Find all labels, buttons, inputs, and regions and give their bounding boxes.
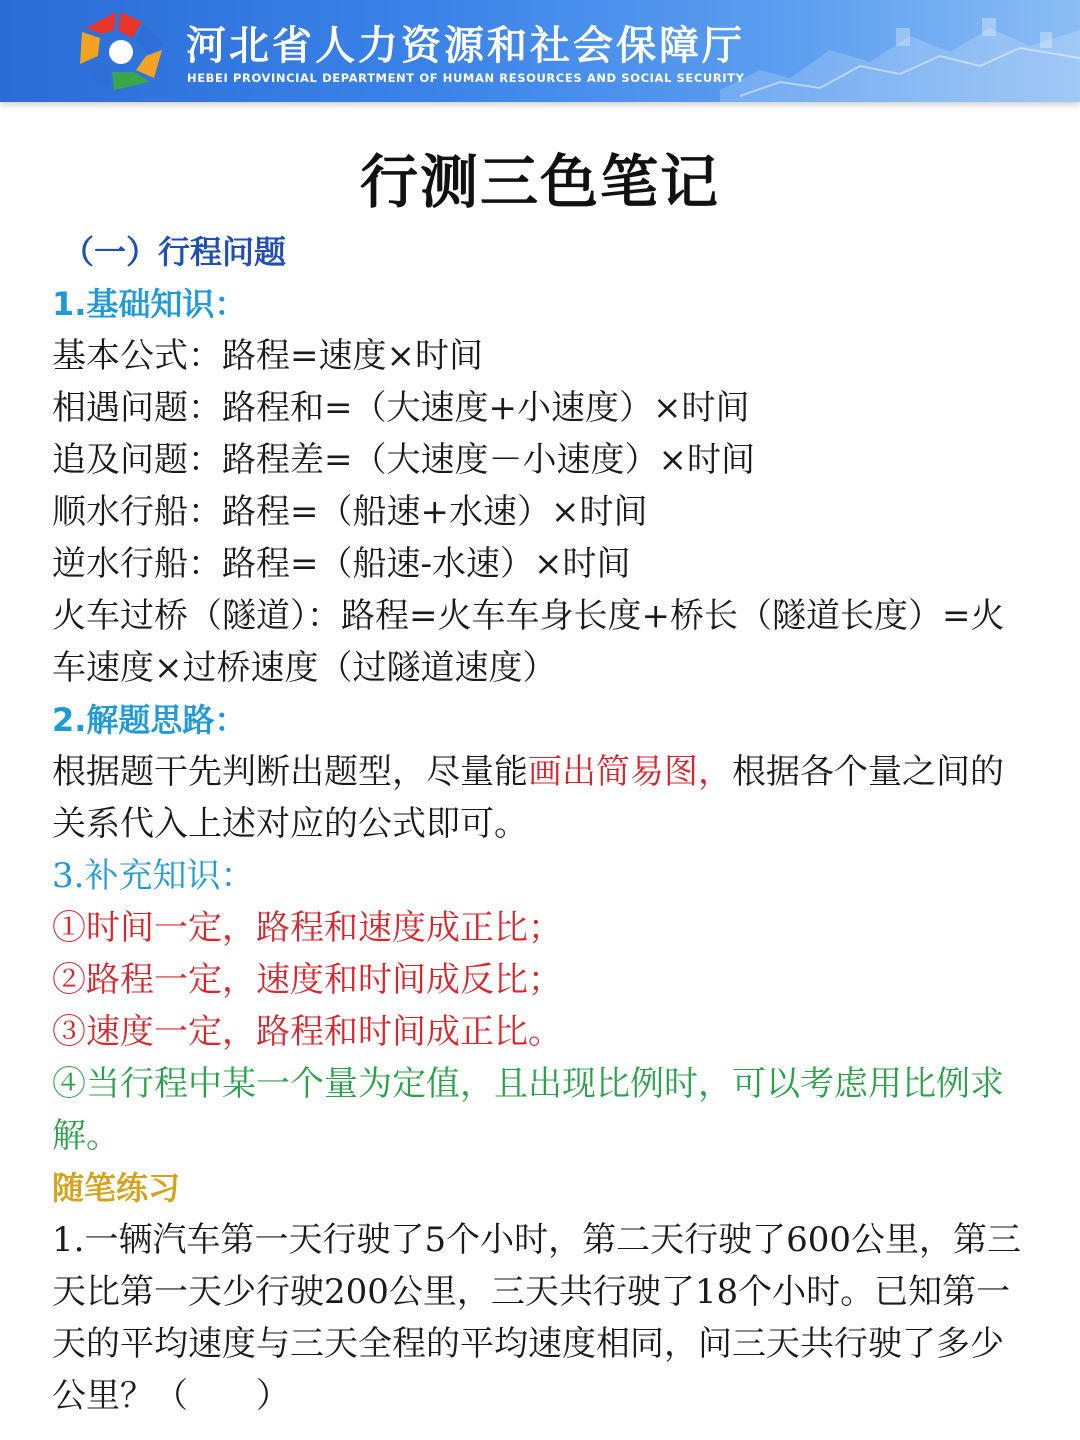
approach-text-before: 根据题干先判断出题型，尽量能: [52, 752, 528, 792]
banner-title: 河北省人力资源和社会保障厅: [186, 23, 745, 69]
header-banner: [0, 0, 1080, 102]
supplement-item-green: ④当行程中某一个量为定值，且出现比例时，可以考虑用比例求解。: [52, 1064, 1004, 1156]
great-wall-decoration: [720, 0, 1080, 102]
approach-text-after: 根据各个量之间的关系代入上述对应的公式即可。: [52, 752, 1004, 844]
formula-line: 基本公式：路程=速度×时间: [52, 336, 483, 376]
part-heading: （一）行程问题: [62, 233, 287, 271]
practice-heading: 随笔练习: [52, 1169, 181, 1207]
banner-subtitle: HEBEI PROVINCIAL DEPARTMENT OF HUMAN RESOURCES AND SOCIAL SECURITY: [187, 71, 745, 85]
approach-text-highlight: 画出简易图，: [528, 752, 732, 792]
section-heading-supplement: 3.补充知识：: [52, 856, 255, 896]
hebei-hrss-logo-icon: [74, 8, 168, 94]
section-heading-basics: 1.基础知识：: [52, 285, 247, 323]
supplement-item: ①时间一定，路程和速度成正比；: [52, 908, 562, 948]
formula-line-train: 火车过桥（隧道）：路程=火车车身长度+桥长（隧道长度）=火车速度×过桥速度（过隧道速度）: [52, 596, 1005, 688]
note-content: [52, 226, 1032, 1422]
formula-line: 逆水行船：路程=（船速-水速）×时间: [52, 544, 631, 584]
supplement-item: ②路程一定，速度和时间成反比；: [52, 960, 562, 1000]
formula-line: 顺水行船：路程=（船速+水速）×时间: [52, 492, 648, 532]
formula-line: 相遇问题：路程和=（大速度+小速度）×时间: [52, 388, 750, 428]
practice-question: 1.一辆汽车第一天行驶了5个小时，第二天行驶了600公里，第三天比第一天少行驶200公里，三天共行驶了18个小时。已知第一天的平均速度与三天全程的平均速度相同，问三天共行驶了多少公里？（ ）: [52, 1220, 1021, 1416]
approach-paragraph: [52, 746, 1032, 850]
section-heading-approach: 2.解题思路：: [52, 701, 247, 739]
formula-line: 追及问题：路程差=（大速度－小速度）×时间: [52, 440, 755, 480]
supplement-item: ③速度一定，路程和时间成正比。: [52, 1012, 562, 1052]
page-title: 行测三色笔记: [359, 148, 720, 216]
